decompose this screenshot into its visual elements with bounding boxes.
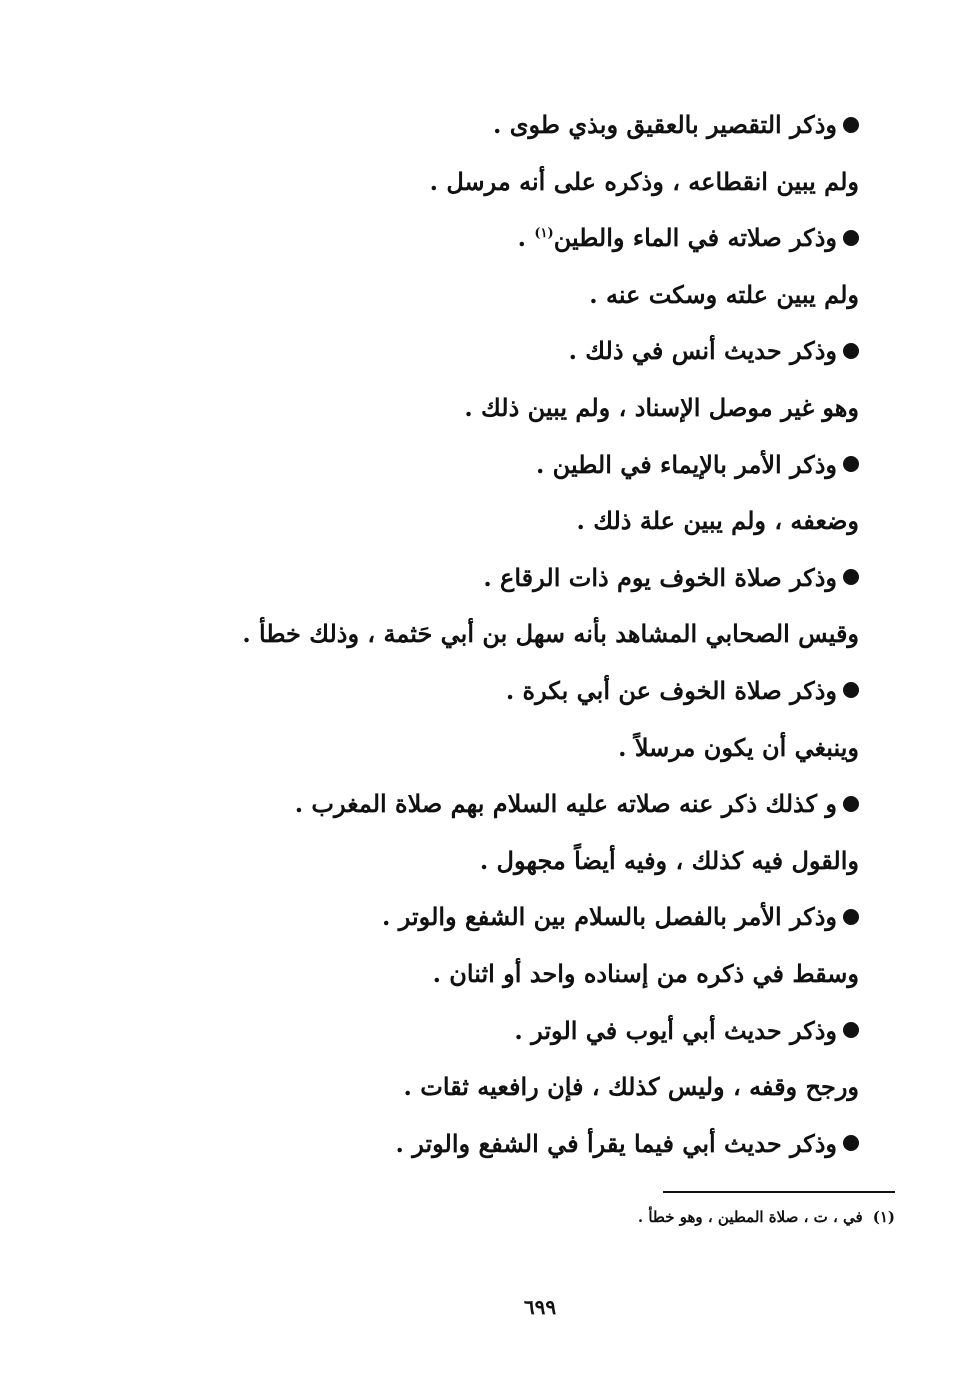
bullet-icon xyxy=(843,230,859,246)
text-line: وينبغي أن يكون مرسلاً . xyxy=(618,732,859,762)
text-line: و كذلك ذكر عنه صلاته عليه السلام بهم صلاة المغرب . xyxy=(159,776,859,833)
bullet-icon xyxy=(843,117,859,133)
text-line: وذكر صلاة الخوف يوم ذات الرقاع . xyxy=(159,550,859,607)
text-line: ولم يبين علته وسكت عنه . xyxy=(589,279,859,309)
text-line: ورجح وقفه ، وليس كذلك ، فإن رافعيه ثقات . xyxy=(403,1072,859,1102)
bullet-icon xyxy=(843,1135,859,1151)
bullet-icon xyxy=(843,456,859,472)
text-line: وذكر حديث أنس في ذلك . xyxy=(159,323,859,380)
page-number: ٦٩٩ xyxy=(523,1295,557,1319)
text-line: ولم يبين انقطاعه ، وذكره على أنه مرسل . xyxy=(429,166,859,196)
text-line: والقول فيه كذلك ، وفيه أيضاً مجهول . xyxy=(479,845,859,875)
bullet-icon xyxy=(843,796,859,812)
text-line: وذكر حديث أبي فيما يقرأ في الشفع والوتر . xyxy=(159,1116,859,1173)
footnote-text: في ، ت ، صلاة المطين ، وهو خطأ . xyxy=(637,1208,863,1226)
text-line: وضعفه ، ولم يبين علة ذلك . xyxy=(576,506,859,536)
text-line: وذكر صلاة الخوف عن أبي بكرة . xyxy=(159,663,859,720)
bullet-icon xyxy=(843,343,859,359)
footnote xyxy=(495,1205,895,1229)
footnote-number: (١) xyxy=(872,1208,895,1226)
footnote-marker: (١) xyxy=(534,226,554,242)
text-line: وذكر الأمر بالفصل بالسلام بين الشفع والوتر . xyxy=(159,889,859,946)
text-line: وذكر الأمر بالإيماء في الطين . xyxy=(159,437,859,494)
bullet-icon xyxy=(843,909,859,925)
bullet-icon xyxy=(843,569,859,585)
text-line: وسقط في ذكره من إسناده واحد أو اثنان . xyxy=(432,958,859,988)
text-line: وذكر حديث أبي أيوب في الوتر . xyxy=(159,1003,859,1060)
bullet-icon xyxy=(843,682,859,698)
main-text xyxy=(159,97,859,1172)
text-line: وقيس الصحابي المشاهد بأنه سهل بن أبي حَثمة ، وذلك خطأ . xyxy=(242,619,859,649)
bullet-icon xyxy=(843,1022,859,1038)
text-line: وذكر صلاته في الماء والطين$^{(١)}$ . xyxy=(159,210,859,267)
text-line: وهو غير موصل الإسناد ، ولم يبين ذلك . xyxy=(464,392,859,422)
text-line: وذكر التقصير بالعقيق وبذي طوى . xyxy=(159,97,859,154)
footnote-divider xyxy=(663,1191,895,1193)
